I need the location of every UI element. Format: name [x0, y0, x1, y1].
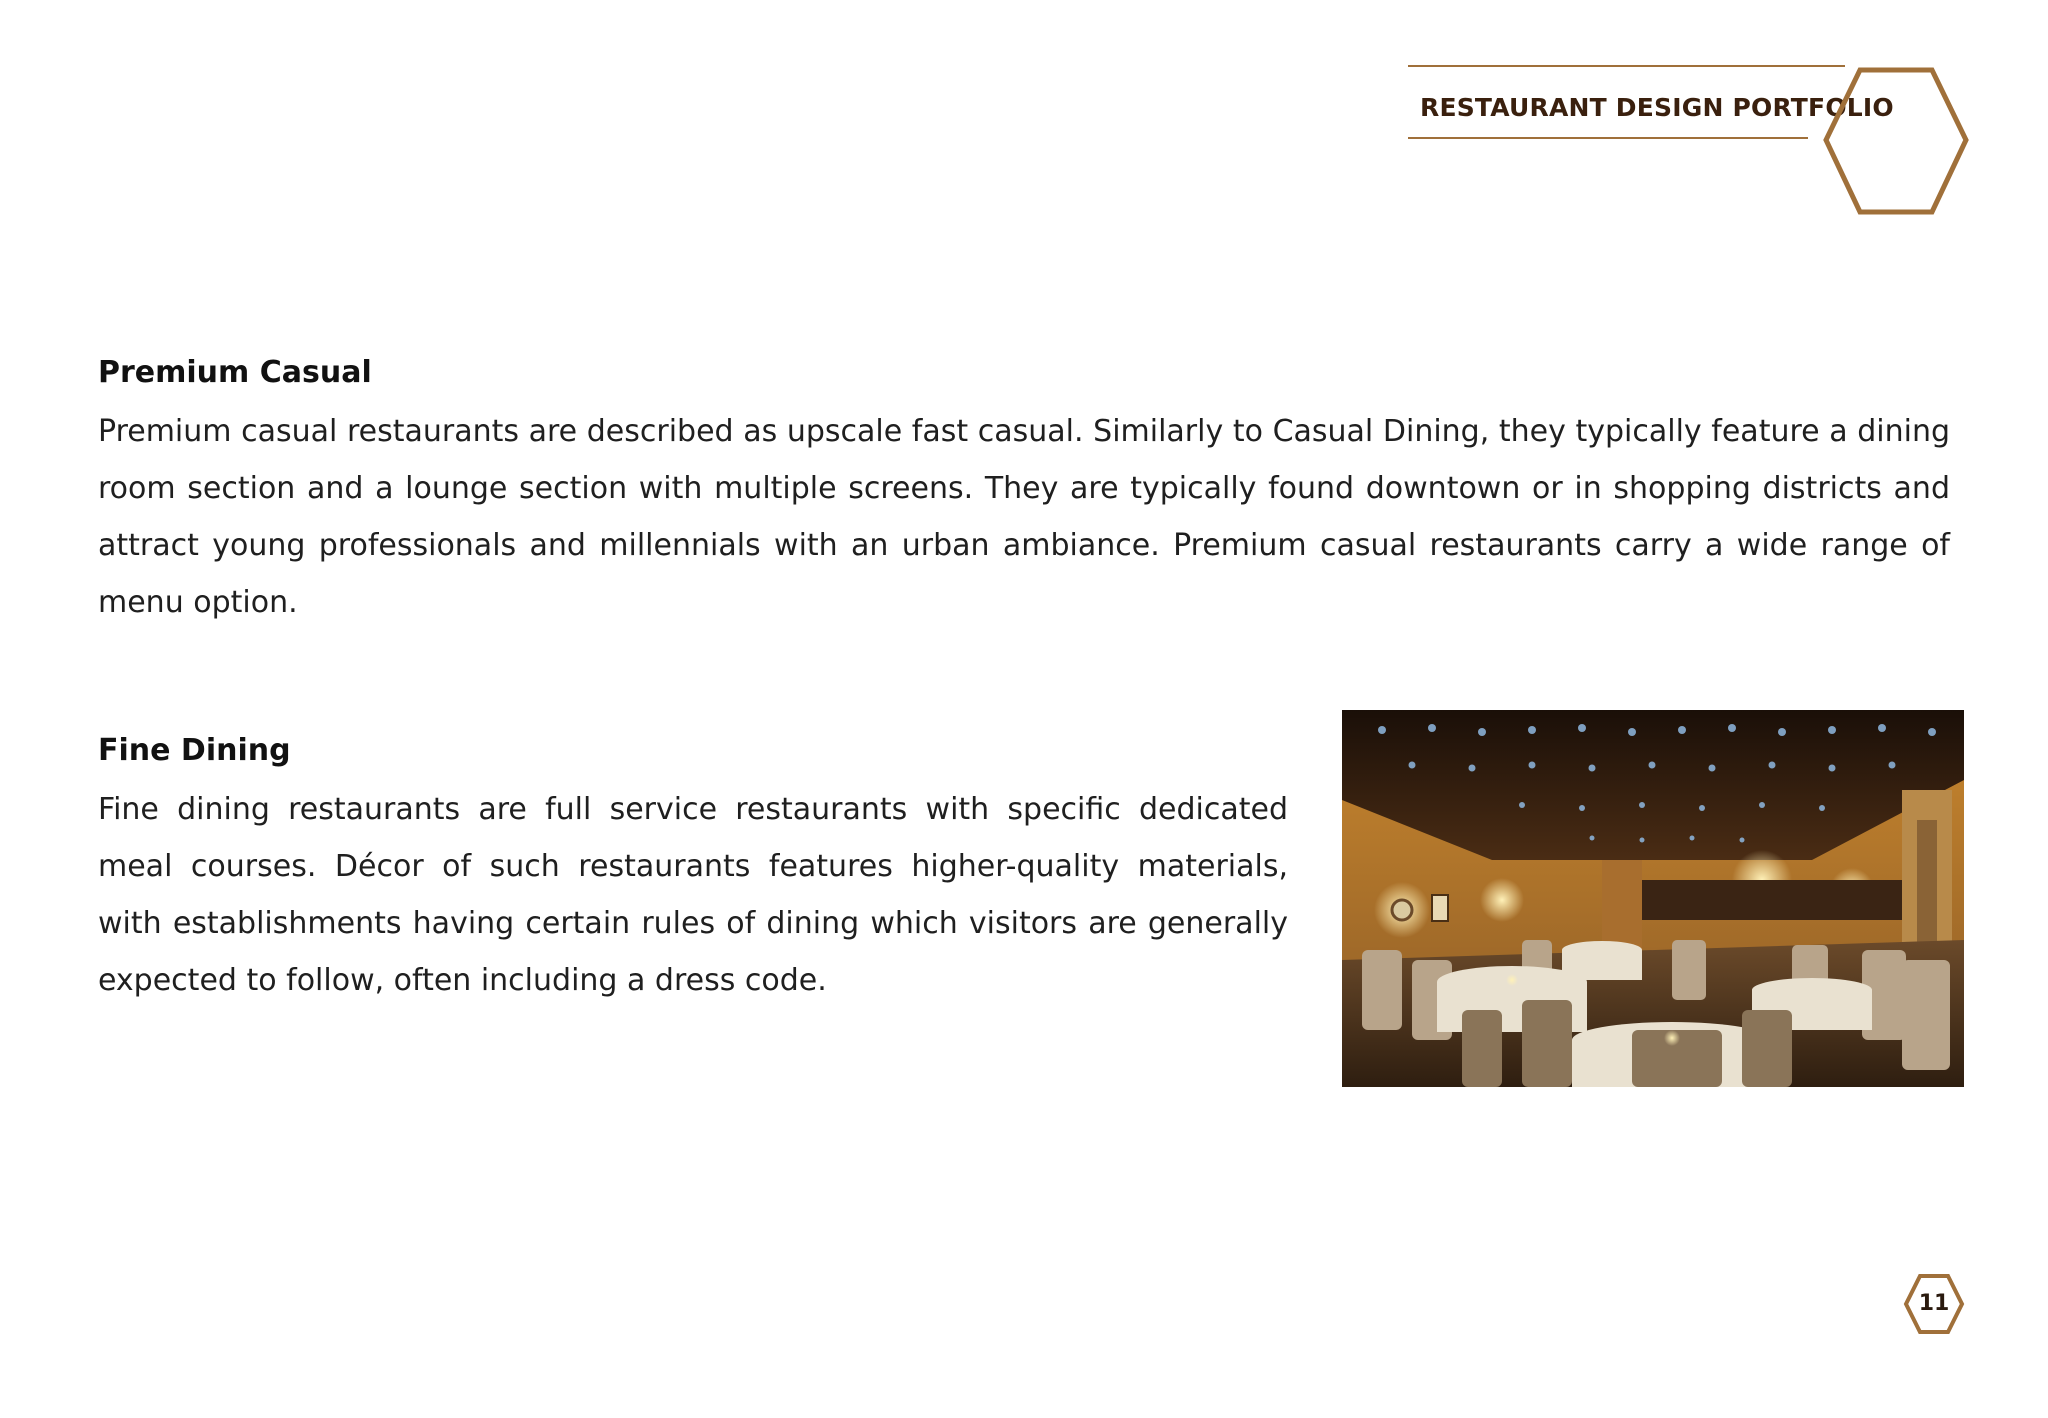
restaurant-interior-photo [1342, 710, 1964, 1087]
section-premium-casual [98, 355, 1950, 631]
header-title: RESTAURANT DESIGN PORTFOLIO [1420, 93, 1894, 122]
section-body: Premium casual restaurants are described as upscale fast casual. Similarly to Casual Dining, they typically feature a dining room section and a lounge section with multiple screens. They are typically found downtown or in shopping districts and attract young professionals and millennials with an urban ambiance. Premium casual restaurants carry a wide range of menu option. [98, 414, 1950, 620]
page-header [1408, 60, 1968, 220]
page-number-badge [1903, 1273, 1965, 1335]
hexagon-icon [1822, 66, 1970, 216]
header-rule-top [1408, 65, 1845, 67]
section-heading: Premium Casual [98, 355, 372, 390]
section-heading: Fine Dining [98, 733, 291, 768]
page-number: 11 [1918, 1291, 1950, 1316]
header-rule-bottom [1408, 137, 1808, 139]
section-fine-dining [98, 733, 1288, 1009]
section-body: Fine dining restaurants are full service restaurants with specific dedicated meal courses. Décor of such restaurants features higher-quality materials, with establishments having certain rules of dining which visitors are generally expected to follow, often including a dress code. [98, 792, 1288, 998]
